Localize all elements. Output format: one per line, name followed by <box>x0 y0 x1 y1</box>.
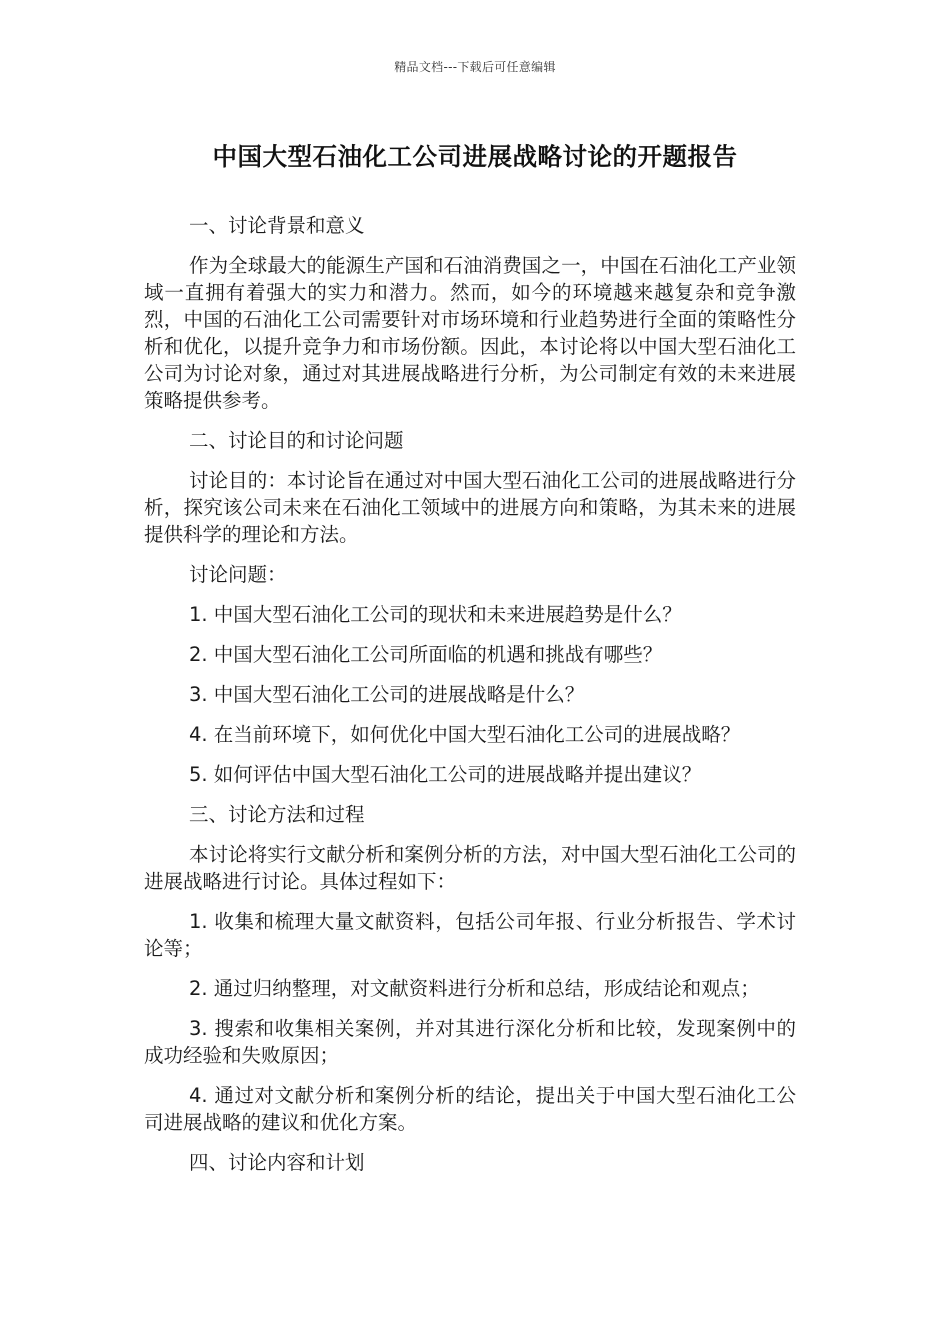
questions-label: 讨论问题： <box>189 563 287 586</box>
section-heading-background: 一、讨论背景和意义 <box>189 214 365 237</box>
purpose-paragraph: 讨论目的：本讨论旨在通过对中国大型石油化工公司的进展战略进行分析，探究该公司未来在石油化工领域中的进展方向和策略，为其未来的进展提供科学的理论和方法。 <box>144 469 796 546</box>
section-heading-method: 三、讨论方法和过程 <box>189 803 365 826</box>
question-item: 1. 中国大型石油化工公司的现状和未来进展趋势是什么？ <box>189 603 682 626</box>
method-step: 2. 通过归纳整理，对文献资料进行分析和总结，形成结论和观点； <box>189 977 760 1000</box>
background-paragraph: 作为全球最大的能源生产国和石油消费国之一，中国在石油化工产业领域一直拥有着强大的实力和潜力。然而，如今的环境越来越复杂和竞争激烈，中国的石油化工公司需要针对市场环境和行业趋势进行全面的策略性分析和优化，以提升竞争力和市场份额。因此，本讨论将以中国大型石油化工公司为讨论对象，通过对其进展战略进行分析，为公司制定有效的未来进展策略提供参考。 <box>144 254 796 412</box>
question-item: 3. 中国大型石油化工公司的进展战略是什么？ <box>189 683 585 706</box>
page-header-note: 精品文档---下载后可任意编辑 <box>394 60 556 74</box>
method-step: 3. 搜索和收集相关案例，并对其进行深化分析和比较，发现案例中的成功经验和失败原因； <box>144 1017 796 1067</box>
method-step: 4. 通过对文献分析和案例分析的结论，提出关于中国大型石油化工公司进展战略的建议和优化方案。 <box>144 1084 796 1134</box>
document-body <box>144 212 796 1189</box>
method-paragraph: 本讨论将实行文献分析和案例分析的方法，对中国大型石油化工公司的进展战略进行讨论。具体过程如下： <box>144 843 796 893</box>
section-heading-purpose: 二、讨论目的和讨论问题 <box>189 429 404 452</box>
question-item: 2. 中国大型石油化工公司所面临的机遇和挑战有哪些？ <box>189 643 663 666</box>
question-item: 5. 如何评估中国大型石油化工公司的进展战略并提出建议？ <box>189 763 702 786</box>
section-heading-content-plan: 四、讨论内容和计划 <box>189 1151 365 1174</box>
method-step: 1. 收集和梳理大量文献资料，包括公司年报、行业分析报告、学术讨论等； <box>144 910 796 960</box>
question-item: 4. 在当前环境下，如何优化中国大型石油化工公司的进展战略？ <box>189 723 741 746</box>
document-title: 中国大型石油化工公司进展战略讨论的开题报告 <box>212 142 738 171</box>
